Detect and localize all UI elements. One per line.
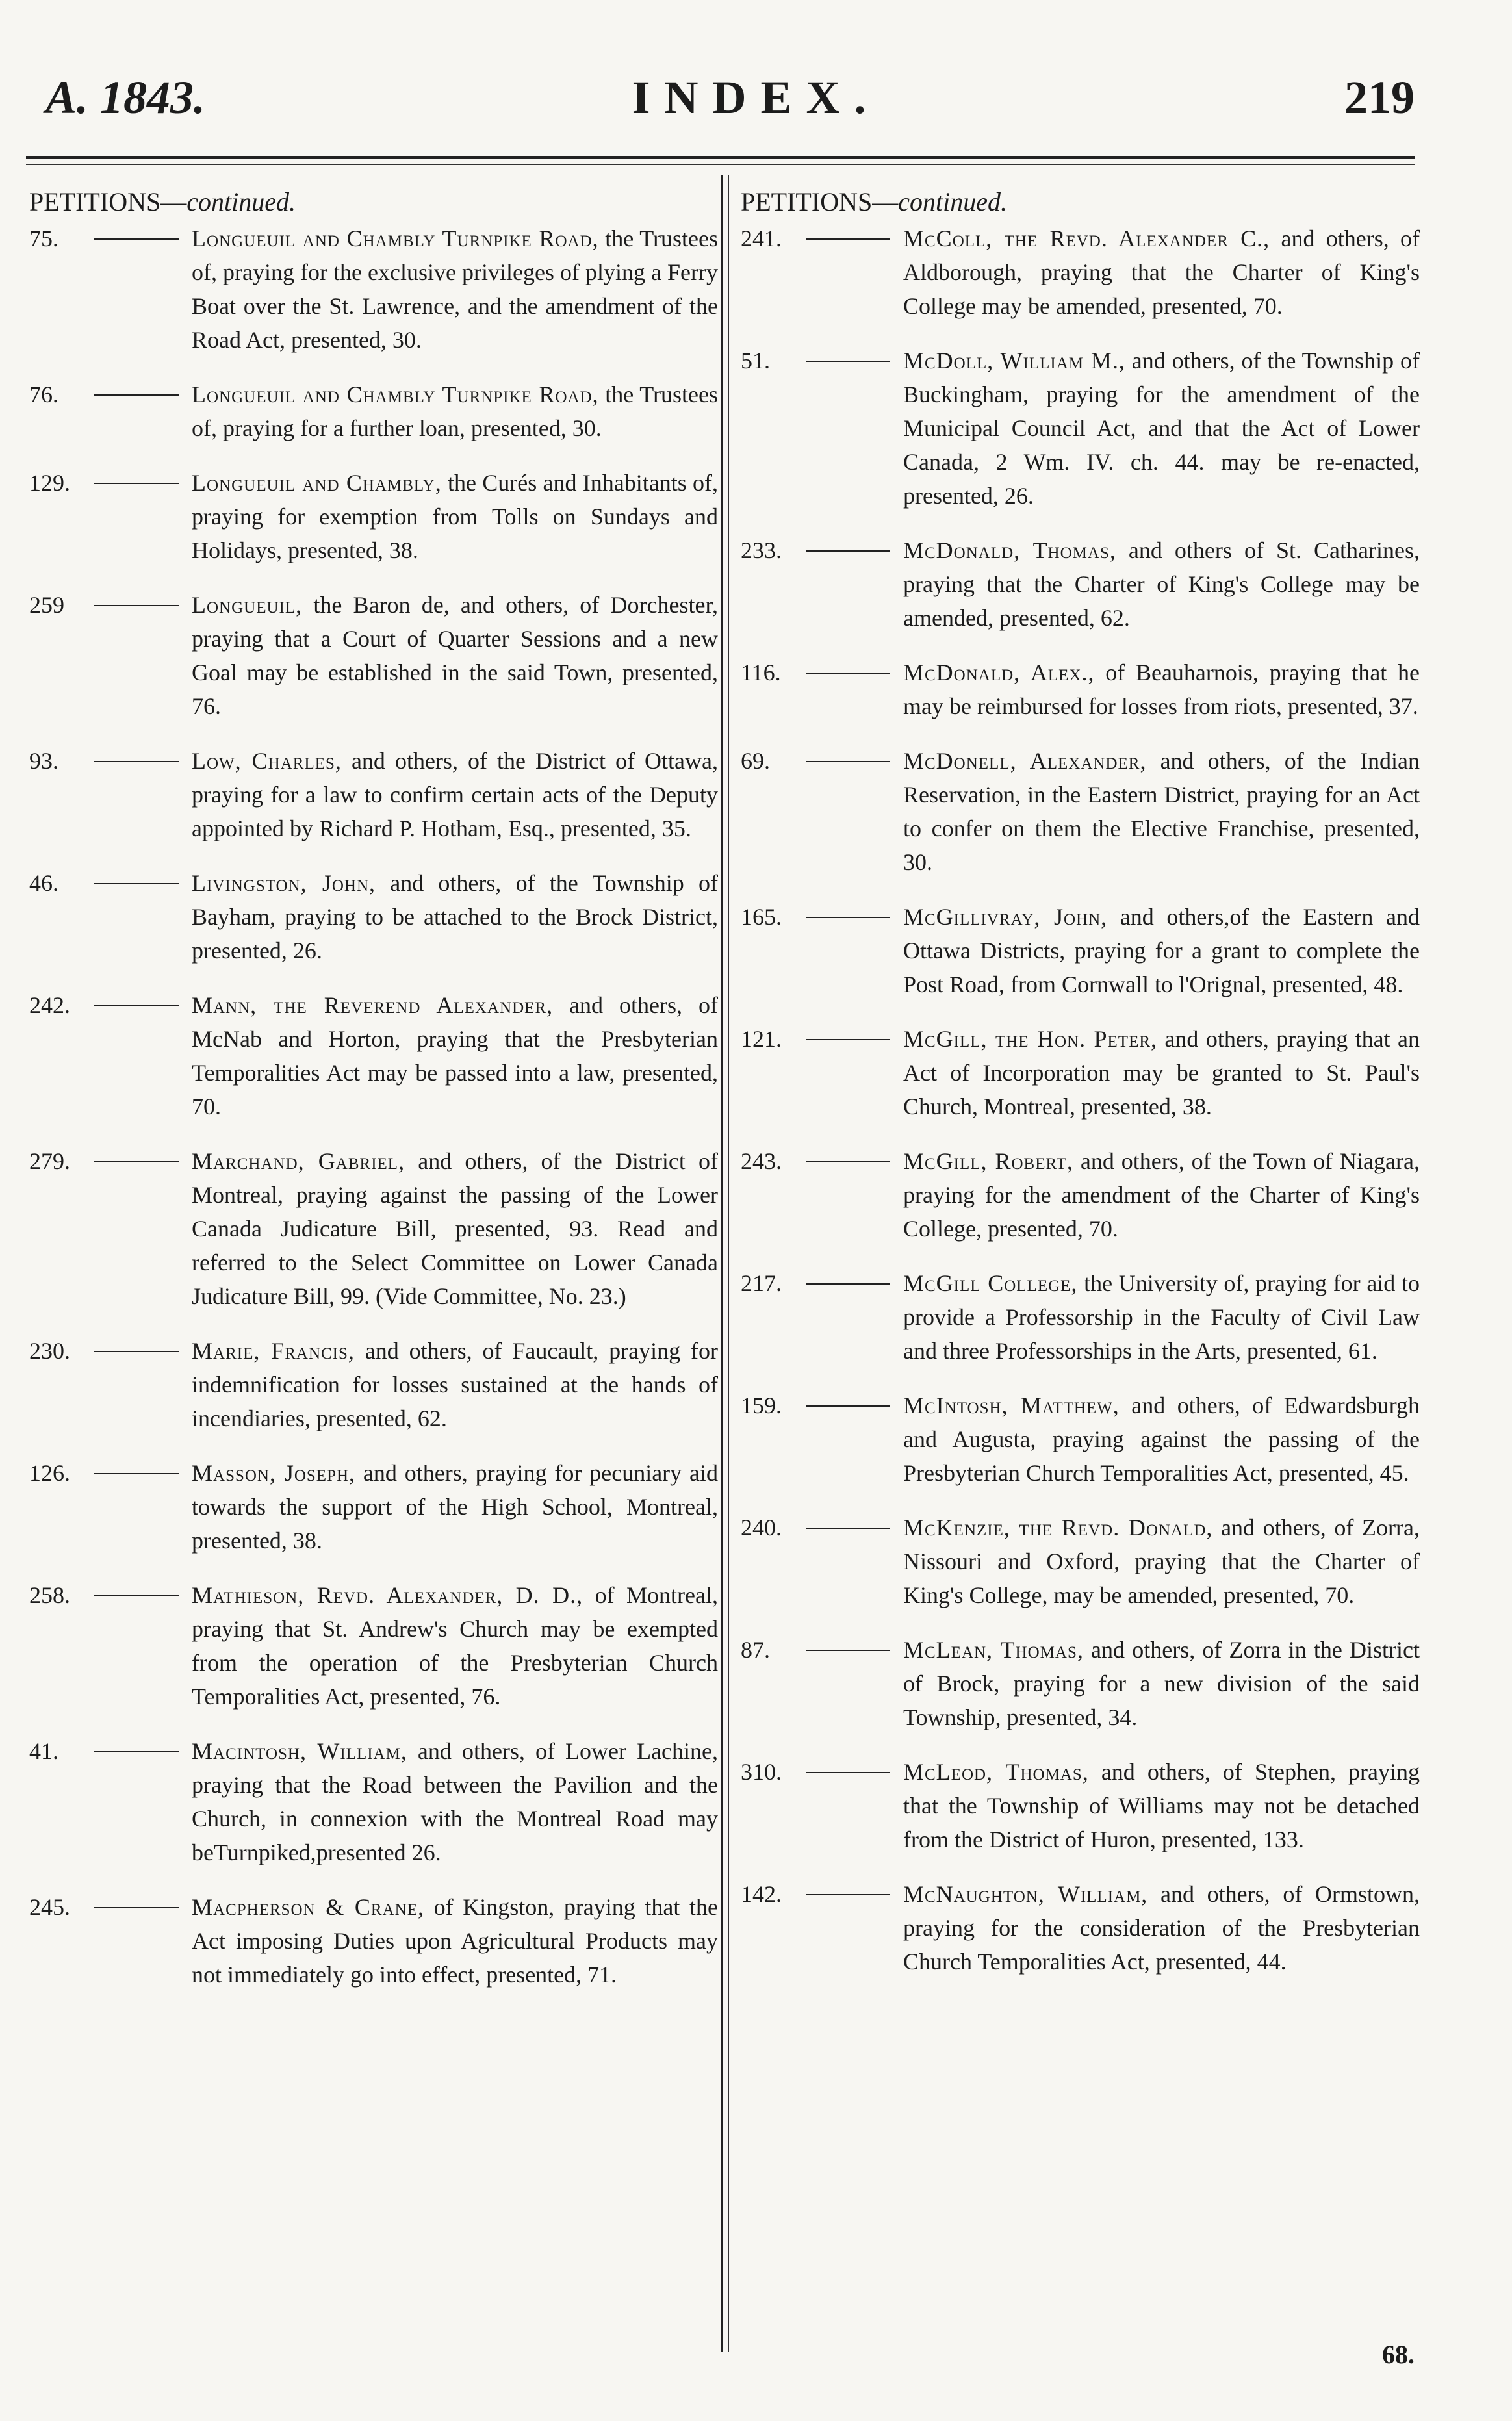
entry-text: the University of, praying for aid to provide a Professorship in the Faculty of Civil Law and three Professorships in the Arts, presented, 61. — [903, 1270, 1420, 1364]
index-entry — [29, 1890, 718, 1992]
entry-leader — [94, 483, 179, 484]
entry-number: 279. — [29, 1148, 70, 1174]
header-title: INDEX. — [632, 71, 880, 123]
entry-text: and others, of Zorra in the District of Brock, praying for a new division of the said Township, presented, 34. — [903, 1637, 1420, 1730]
section-heading: PETITIONS—continued. — [741, 187, 1007, 216]
entry-name: Longueuil, — [192, 592, 303, 618]
entry-leader — [94, 1595, 179, 1596]
entry-leader — [94, 761, 179, 762]
entry-name: Longueuil and Chambly Turnpike Road, — [192, 381, 599, 407]
index-entry — [29, 988, 718, 1123]
index-entry — [29, 466, 718, 567]
entry-name: Masson, Joseph, — [192, 1460, 356, 1486]
entry-leader — [94, 1005, 179, 1006]
header-page-number: 219 — [1344, 71, 1415, 123]
entry-text: and others, of the District of Ottawa, praying for a law to confirm certain acts of the Deputy appointed by Richard P. Hotham, Esq., presented, 35. — [192, 748, 718, 841]
entry-text: and others, of the Town of Niagara, praying for the amendment of the Charter of King's College, presented, 70. — [903, 1148, 1420, 1242]
entry-name: Longueuil and Chambly, — [192, 470, 442, 496]
entry-text: and others, of Aldborough, praying that the Charter of King's College may be amended, presented, 70. — [903, 225, 1420, 319]
entry-leader — [806, 917, 890, 918]
entry-number: 41. — [29, 1738, 58, 1764]
entry-name: McIntosh, Matthew, — [903, 1392, 1120, 1418]
entry-name: McGill, the Hon. Peter, — [903, 1026, 1158, 1052]
index-entry — [741, 1755, 1420, 1856]
index-entry — [29, 222, 718, 357]
entry-name: McGillivray, John, — [903, 904, 1108, 930]
entry-leader — [806, 1283, 890, 1285]
entry-leader — [806, 1161, 890, 1162]
entry-text: and others, of Edwardsburgh and Augusta, praying against the passing of the Presbyterian Church Temporalities Act, presented, 45. — [903, 1392, 1420, 1486]
index-entry — [29, 1456, 718, 1557]
entry-number: 245. — [29, 1894, 70, 1920]
entry-leader — [806, 761, 890, 762]
entry-number: 75. — [29, 225, 58, 251]
header-letter: A. — [45, 71, 89, 123]
index-entry — [741, 900, 1420, 1001]
entry-leader — [94, 238, 179, 240]
entry-number: 243. — [741, 1148, 782, 1174]
entry-number: 233. — [741, 537, 782, 563]
entry-leader — [806, 1528, 890, 1529]
entry-leader — [806, 1894, 890, 1895]
entry-leader — [806, 550, 890, 552]
entry-leader — [806, 1650, 890, 1651]
entry-text: and others, of the District of Montreal, praying against the passing of the Lower Canada Judicature Bill, presented, 93. Read and referred to the Select Committee on Lower Canada Judicature Bill, 99. (Vide Committee, No. 23.) — [192, 1148, 718, 1309]
index-entry — [741, 1266, 1420, 1368]
entry-text: the Baron de, and others, of Dorchester, praying that a Court of Quarter Sessions and a new Goal may be established in the said Town, presented, 76. — [192, 592, 718, 719]
index-entry — [29, 1578, 718, 1713]
entry-number: 129. — [29, 470, 70, 496]
entry-text: the Curés and Inhabitants of, praying for exemption from Tolls on Sundays and Holidays, presented, 38. — [192, 470, 718, 563]
entry-text: and others, of Faucault, praying for indemnification for losses sustained at the hands of incendiaries, presented, 62. — [192, 1338, 718, 1431]
entry-number: 159. — [741, 1392, 782, 1418]
entry-number: 87. — [741, 1637, 770, 1663]
entry-text: and others, of the Township of Buckingham, praying for the amendment of the Municipal Council Act, and that the Act of Lower Canada, 2 Wm. IV. ch. 44. may be re-enacted, presented, 26. — [903, 348, 1420, 509]
entry-number: 259 — [29, 592, 64, 618]
entry-number: 258. — [29, 1582, 70, 1608]
entry-name: Macintosh, William, — [192, 1738, 407, 1764]
entry-number: 230. — [29, 1338, 70, 1364]
index-entry — [741, 1389, 1420, 1490]
entry-text: and others, of the Indian Reservation, in the Eastern District, praying for an Act to confer on them the Elective Franchise, presented, 30. — [903, 748, 1420, 875]
index-entry — [29, 744, 718, 845]
entry-name: McGill, Robert, — [903, 1148, 1073, 1174]
index-entry — [741, 533, 1420, 635]
entry-number: 69. — [741, 748, 770, 774]
entry-name: McNaughton, William, — [903, 1881, 1148, 1907]
entry-number: 93. — [29, 748, 58, 774]
entry-name: Marie, Francis, — [192, 1338, 355, 1364]
index-entry — [29, 588, 718, 723]
entry-number: 142. — [741, 1881, 782, 1907]
entry-text: and others, praying that an Act of Incorporation may be granted to St. Paul's Church, Montreal, presented, 38. — [903, 1026, 1420, 1120]
entry-leader — [94, 394, 179, 396]
entry-number: 116. — [741, 660, 781, 685]
index-entry — [741, 1877, 1420, 1979]
index-entry — [741, 1022, 1420, 1123]
entry-leader — [94, 1907, 179, 1908]
entry-leader — [94, 883, 179, 884]
left-column — [29, 185, 718, 2012]
index-entry — [741, 1511, 1420, 1612]
entry-leader — [94, 1473, 179, 1474]
entry-number: 241. — [741, 225, 782, 251]
index-entry — [29, 1334, 718, 1435]
entry-number: 310. — [741, 1759, 782, 1785]
entry-leader — [94, 1161, 179, 1162]
entry-name: McKenzie, the Revd. Donald, — [903, 1515, 1213, 1541]
index-entry — [29, 1144, 718, 1313]
entry-name: Longueuil and Chambly Turnpike Road, — [192, 225, 599, 251]
index-entry — [741, 1144, 1420, 1246]
entry-text: and others, of the Township of Bayham, praying to be attached to the Brock District, presented, 26. — [192, 870, 718, 964]
folio-number: 68. — [1382, 2340, 1415, 2369]
entry-number: 76. — [29, 381, 58, 407]
entry-name: Mann, the Reverend Alexander, — [192, 992, 554, 1018]
entry-number: 242. — [29, 992, 70, 1018]
entry-leader — [806, 672, 890, 674]
entry-name: McDonell, Alexander, — [903, 748, 1147, 774]
entry-number: 240. — [741, 1515, 782, 1541]
entry-name: Macpherson & Crane, — [192, 1894, 424, 1920]
index-entry — [741, 1633, 1420, 1734]
entry-leader — [94, 1751, 179, 1752]
right-column — [741, 185, 1420, 1999]
entry-number: 217. — [741, 1270, 782, 1296]
index-entry — [741, 222, 1420, 323]
entry-text: and others, of McNab and Horton, praying that the Presbyterian Temporalities Act may be passed into a law, presented, 70. — [192, 992, 718, 1120]
header-year-text: 1843. — [100, 71, 206, 123]
entry-name: McDonald, Alex., — [903, 660, 1095, 685]
entry-name: Marchand, Gabriel, — [192, 1148, 405, 1174]
entry-name: Mathieson, Revd. Alexander, D. D., — [192, 1582, 583, 1608]
entry-text: and others of St. Catharines, praying that the Charter of King's College may be amended, presented, 62. — [903, 537, 1420, 631]
entry-text: the Trustees of, praying for a further loan, presented, 30. — [192, 381, 718, 441]
entry-text: and others, of Ormstown, praying for the consideration of the Presbyterian Church Temporalities Act, presented, 44. — [903, 1881, 1420, 1975]
index-entry — [741, 656, 1420, 723]
entry-text: of Kingston, praying that the Act imposing Duties upon Agricultural Products may not immediately go into effect, presented, 71. — [192, 1894, 718, 1988]
entry-leader — [806, 1405, 890, 1407]
entry-leader — [806, 1039, 890, 1040]
entry-text: and others, of Lower Lachine, praying that the Road between the Pavilion and the Church, in connexion with the Montreal Road may beTurnpiked,presented 26. — [192, 1738, 718, 1865]
index-entry — [29, 378, 718, 445]
entry-leader — [806, 238, 890, 240]
entry-number: 165. — [741, 904, 782, 930]
entry-name: McDonald, Thomas, — [903, 537, 1116, 563]
entry-leader — [806, 361, 890, 362]
entry-number: 46. — [29, 870, 58, 896]
section-heading: PETITIONS—continued. — [29, 187, 296, 216]
entry-name: Low, Charles, — [192, 748, 342, 774]
entry-leader — [94, 605, 179, 606]
column-divider-thin — [728, 175, 729, 2352]
entry-name: McLeod, Thomas, — [903, 1759, 1089, 1785]
entry-name: McColl, the Revd. Alexander C., — [903, 225, 1270, 251]
entry-leader — [94, 1351, 179, 1352]
header-rule — [26, 156, 1415, 159]
entry-text: the Trustees of, praying for the exclusive privileges of plying a Ferry Boat over the St. Lawrence, and the amendment of the Road Act, presented, 30. — [192, 225, 718, 353]
entry-number: 51. — [741, 348, 770, 374]
index-entry — [741, 344, 1420, 513]
entry-leader — [806, 1772, 890, 1773]
index-entry — [29, 1734, 718, 1869]
entry-number: 121. — [741, 1026, 782, 1052]
header-rule-thin — [26, 164, 1415, 165]
column-divider — [721, 175, 723, 2352]
entry-text: and others, of Stephen, praying that the Township of Williams may not be detached from the District of Huron, presented, 133. — [903, 1759, 1420, 1852]
entry-name: McDoll, William M., — [903, 348, 1125, 374]
entry-text: of Beauharnois, praying that he may be reimbursed for losses from riots, presented, 37. — [903, 660, 1420, 719]
entry-text: of Montreal, praying that St. Andrew's Church may be exempted from the operation of the Presbyterian Church Temporalities Act, presented, 76. — [192, 1582, 718, 1710]
index-entry — [29, 866, 718, 967]
index-entry — [741, 744, 1420, 879]
entry-text: and others, of Zorra, Nissouri and Oxford, praying that the Charter of King's College, may be amended, presented, 70. — [903, 1515, 1420, 1608]
entry-text: and others,of the Eastern and Ottawa Districts, praying for a grant to complete the Post Road, from Cornwall to l'Orignal, presented, 48. — [903, 904, 1420, 997]
entry-name: McLean, Thomas, — [903, 1637, 1084, 1663]
entry-text: and others, praying for pecuniary aid towards the support of the High School, Montreal, presented, 38. — [192, 1460, 718, 1554]
entry-name: Livingston, John, — [192, 870, 376, 896]
entry-name: McGill College, — [903, 1270, 1078, 1296]
entry-number: 126. — [29, 1460, 70, 1486]
